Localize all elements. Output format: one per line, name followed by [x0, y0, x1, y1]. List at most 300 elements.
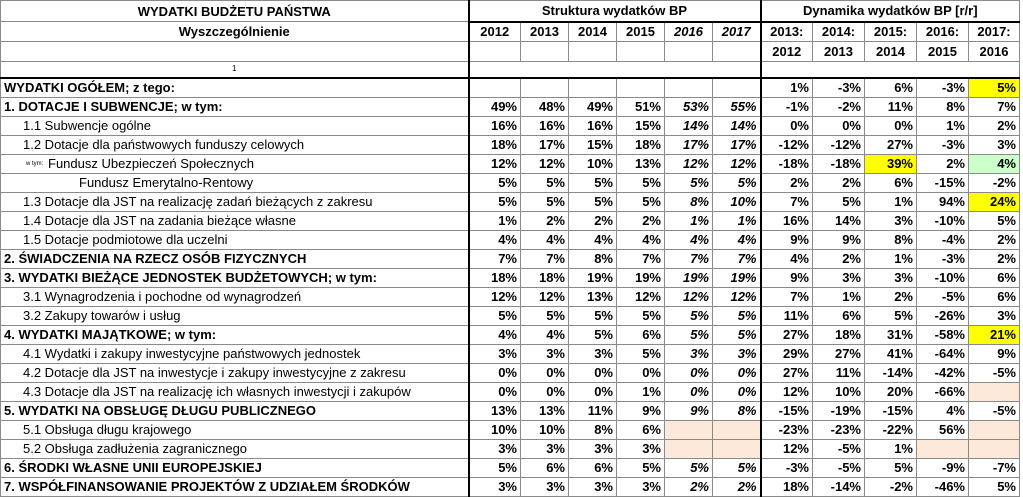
structure-value-2014: 4% — [569, 230, 617, 249]
dynamics-value: 5% — [969, 211, 1020, 230]
structure-value-2015: 2% — [617, 211, 665, 230]
structure-value-2012: 3% — [469, 344, 521, 363]
structure-value-2013: 7% — [521, 249, 569, 268]
table-row — [1, 211, 1020, 230]
structure-value-2017: 8% — [713, 401, 761, 420]
structure-value-2016: 3% — [665, 344, 713, 363]
dynamics-value — [969, 439, 1020, 458]
structure-value-2013: 4% — [521, 230, 569, 249]
dynamics-value: -2% — [969, 173, 1020, 192]
dynamics-value: 3% — [969, 135, 1020, 154]
structure-value-2015: 19% — [617, 268, 665, 287]
dynamics-value: 9% — [813, 230, 865, 249]
structure-value-2016: 8% — [665, 192, 713, 211]
structure-value-2015: 7% — [617, 249, 665, 268]
structure-value-2016: 17% — [665, 135, 713, 154]
structure-value-2016: 4% — [665, 230, 713, 249]
year-header: 2016 — [665, 22, 713, 42]
period-header-bottom: 2016 — [969, 42, 1020, 62]
structure-value-2013: 6% — [521, 458, 569, 477]
dynamics-value: -5% — [969, 363, 1020, 382]
structure-value-2014: 8% — [569, 420, 617, 439]
structure-value-2012: 12% — [469, 154, 521, 173]
period-header-bottom: 2015 — [917, 42, 969, 62]
dynamics-value: -7% — [969, 458, 1020, 477]
dynamics-value: 14% — [813, 211, 865, 230]
structure-value-2017: 1% — [713, 211, 761, 230]
period-header-top: 2013: — [761, 22, 813, 42]
dynamics-value: -3% — [917, 249, 969, 268]
dynamics-value: -18% — [813, 154, 865, 173]
row-prefix: w tym: — [26, 160, 44, 167]
structure-value-2014: 19% — [569, 268, 617, 287]
dynamics-value: -12% — [813, 135, 865, 154]
structure-value-2016: 0% — [665, 363, 713, 382]
dynamics-value: -14% — [865, 363, 917, 382]
dynamics-value: 9% — [761, 268, 813, 287]
row-label: 1.2 Dotacje dla państwowych funduszy celowych — [1, 135, 469, 154]
table-row — [1, 382, 1020, 401]
dynamics-value: 1% — [917, 116, 969, 135]
structure-value-2015: 51% — [617, 97, 665, 116]
structure-value-2013: 48% — [521, 97, 569, 116]
dynamics-value: 18% — [761, 477, 813, 496]
structure-value-2016: 2% — [665, 477, 713, 496]
blank-cell — [1, 42, 469, 62]
dynamics-value: 27% — [813, 344, 865, 363]
structure-value-2013: 5% — [521, 173, 569, 192]
structure-value-2013: 0% — [521, 382, 569, 401]
period-header-bottom: 2012 — [761, 42, 813, 62]
table-row — [1, 325, 1020, 344]
structure-value-2014: 10% — [569, 154, 617, 173]
structure-value-2014 — [569, 78, 617, 98]
structure-value-2012: 4% — [469, 325, 521, 344]
row-label: 3. WYDATKI BIEŻĄCE JEDNOSTEK BUDŻETOWYCH; w tym: — [1, 268, 469, 287]
dynamics-value: 24% — [969, 192, 1020, 211]
dynamics-value: 10% — [813, 382, 865, 401]
dynamics-value: -15% — [917, 173, 969, 192]
dynamics-value: -58% — [917, 325, 969, 344]
blank-cell — [665, 42, 713, 62]
dynamics-value: 11% — [865, 97, 917, 116]
structure-value-2016: 12% — [665, 154, 713, 173]
dynamics-group-header: Dynamika wydatków BP [r/r] — [761, 1, 1020, 22]
structure-value-2015: 3% — [617, 477, 665, 496]
period-header-top: 2017: — [969, 22, 1020, 42]
dynamics-value: 11% — [813, 363, 865, 382]
structure-value-2012: 0% — [469, 363, 521, 382]
table-row — [1, 192, 1020, 211]
structure-value-2014: 3% — [569, 439, 617, 458]
dynamics-value: 1% — [865, 192, 917, 211]
blank-cell — [617, 42, 665, 62]
table-row — [1, 287, 1020, 306]
structure-value-2016: 14% — [665, 116, 713, 135]
dynamics-value: 2% — [813, 173, 865, 192]
structure-value-2013: 12% — [521, 154, 569, 173]
dynamics-value: -23% — [813, 420, 865, 439]
structure-value-2015: 6% — [617, 420, 665, 439]
table-row — [1, 477, 1020, 496]
dynamics-value: 4% — [917, 401, 969, 420]
period-header-top: 2014: — [813, 22, 865, 42]
dynamics-value: -23% — [761, 420, 813, 439]
structure-value-2012: 10% — [469, 420, 521, 439]
structure-value-2013: 0% — [521, 363, 569, 382]
dynamics-value: 3% — [969, 306, 1020, 325]
structure-value-2017 — [713, 78, 761, 98]
dynamics-value: 41% — [865, 344, 917, 363]
dynamics-value: 29% — [761, 344, 813, 363]
structure-value-2014: 5% — [569, 306, 617, 325]
structure-value-2017: 12% — [713, 154, 761, 173]
structure-value-2017: 55% — [713, 97, 761, 116]
dynamics-value: -9% — [917, 458, 969, 477]
period-header-top: 2016: — [917, 22, 969, 42]
dynamics-value: -10% — [917, 268, 969, 287]
structure-value-2015: 5% — [617, 306, 665, 325]
dynamics-value: -15% — [761, 401, 813, 420]
structure-value-2015: 5% — [617, 344, 665, 363]
row-label: 1.1 Subwencje ogólne — [1, 116, 469, 135]
structure-value-2016 — [665, 439, 713, 458]
dynamics-value: 6% — [969, 268, 1020, 287]
structure-value-2012: 13% — [469, 401, 521, 420]
dynamics-value: 4% — [969, 154, 1020, 173]
structure-value-2015: 9% — [617, 401, 665, 420]
table-row — [1, 458, 1020, 477]
blank-cell — [469, 62, 761, 78]
structure-value-2013: 13% — [521, 401, 569, 420]
dynamics-value: 27% — [865, 135, 917, 154]
dynamics-value: -1% — [761, 97, 813, 116]
table-row — [1, 363, 1020, 382]
dynamics-value: 6% — [865, 173, 917, 192]
structure-value-2013: 2% — [521, 211, 569, 230]
dynamics-value — [969, 420, 1020, 439]
structure-value-2017: 12% — [713, 287, 761, 306]
structure-value-2017: 14% — [713, 116, 761, 135]
dynamics-value: 6% — [813, 306, 865, 325]
dynamics-value: 8% — [865, 230, 917, 249]
structure-value-2014: 5% — [569, 325, 617, 344]
structure-value-2012: 5% — [469, 458, 521, 477]
structure-value-2014: 3% — [569, 344, 617, 363]
dynamics-value: 5% — [865, 458, 917, 477]
structure-value-2015: 15% — [617, 116, 665, 135]
structure-value-2016: 9% — [665, 401, 713, 420]
dynamics-value: 2% — [969, 116, 1020, 135]
structure-value-2016: 5% — [665, 325, 713, 344]
row-label: 5.2 Obsługa zadłużenia zagranicznego — [1, 439, 469, 458]
structure-value-2017: 5% — [713, 325, 761, 344]
structure-value-2013: 17% — [521, 135, 569, 154]
structure-value-2013: 4% — [521, 325, 569, 344]
dynamics-value: -46% — [917, 477, 969, 496]
blank-cell — [521, 42, 569, 62]
row-label: 1.5 Dotacje podmiotowe dla uczelni — [1, 230, 469, 249]
dynamics-value: 7% — [761, 287, 813, 306]
structure-value-2016: 5% — [665, 306, 713, 325]
row-label: 5. WYDATKI NA OBSŁUGĘ DŁUGU PUBLICZNEGO — [1, 401, 469, 420]
structure-value-2013: 5% — [521, 306, 569, 325]
structure-value-2012: 18% — [469, 268, 521, 287]
dynamics-value: -3% — [761, 458, 813, 477]
structure-value-2014: 11% — [569, 401, 617, 420]
row-label — [1, 154, 469, 173]
dynamics-value: 2% — [969, 230, 1020, 249]
structure-value-2013: 18% — [521, 268, 569, 287]
row-label: 6. ŚRODKI WŁASNE UNII EUROPEJSKIEJ — [1, 458, 469, 477]
dynamics-value: -5% — [969, 401, 1020, 420]
dynamics-value: 3% — [865, 211, 917, 230]
dynamics-value: 18% — [813, 325, 865, 344]
dynamics-value: -14% — [813, 477, 865, 496]
structure-value-2012: 18% — [469, 135, 521, 154]
row-label: 4.1 Wydatki i zakupy inwestycyjne państwowych jednostek — [1, 344, 469, 363]
table-row — [1, 401, 1020, 420]
structure-value-2014: 13% — [569, 287, 617, 306]
structure-value-2015: 13% — [617, 154, 665, 173]
structure-value-2012: 0% — [469, 382, 521, 401]
structure-value-2013: 5% — [521, 192, 569, 211]
table-row — [1, 420, 1020, 439]
dynamics-value: 27% — [761, 325, 813, 344]
dynamics-value: -5% — [917, 287, 969, 306]
table-row — [1, 306, 1020, 325]
structure-value-2015: 18% — [617, 135, 665, 154]
dynamics-value: -2% — [813, 97, 865, 116]
structure-value-2016: 53% — [665, 97, 713, 116]
dynamics-value: 2% — [761, 173, 813, 192]
year-header: 2012 — [469, 22, 521, 42]
row-label: 3.1 Wynagrodzenia i pochodne od wynagrodzeń — [1, 287, 469, 306]
dynamics-value: 3% — [865, 268, 917, 287]
structure-value-2017: 3% — [713, 344, 761, 363]
structure-value-2016 — [665, 420, 713, 439]
structure-value-2015: 5% — [617, 458, 665, 477]
table-row — [1, 249, 1020, 268]
structure-value-2012: 49% — [469, 97, 521, 116]
structure-value-2013: 3% — [521, 439, 569, 458]
table-row — [1, 268, 1020, 287]
dynamics-value: 5% — [813, 192, 865, 211]
dynamics-value: -3% — [813, 78, 865, 98]
row-label: 2. ŚWIADCZENIA NA RZECZ OSÓB FIZYCZNYCH — [1, 249, 469, 268]
period-header-bottom: 2014 — [865, 42, 917, 62]
structure-value-2014: 0% — [569, 363, 617, 382]
dynamics-value — [917, 439, 969, 458]
table-row — [1, 230, 1020, 249]
dynamics-value: 9% — [969, 344, 1020, 363]
structure-value-2014: 2% — [569, 211, 617, 230]
dynamics-value: 9% — [761, 230, 813, 249]
structure-value-2016: 1% — [665, 211, 713, 230]
table-row — [1, 173, 1020, 192]
structure-value-2015: 5% — [617, 173, 665, 192]
dynamics-value: 5% — [865, 306, 917, 325]
structure-value-2015: 3% — [617, 439, 665, 458]
structure-value-2014: 15% — [569, 135, 617, 154]
dynamics-value: 12% — [761, 382, 813, 401]
structure-value-2015: 1% — [617, 382, 665, 401]
dynamics-value: -26% — [917, 306, 969, 325]
dynamics-value: 2% — [865, 287, 917, 306]
structure-value-2015 — [617, 78, 665, 98]
period-header-bottom: 2013 — [813, 42, 865, 62]
dynamics-value: 1% — [865, 439, 917, 458]
dynamics-value: 6% — [969, 287, 1020, 306]
structure-group-header: Struktura wydatków BP — [469, 1, 761, 22]
dynamics-value: -42% — [917, 363, 969, 382]
structure-value-2014: 8% — [569, 249, 617, 268]
dynamics-value: -5% — [813, 439, 865, 458]
year-header: 2013 — [521, 22, 569, 42]
dynamics-value: 0% — [813, 116, 865, 135]
column-number: 1 — [1, 62, 469, 78]
dynamics-value: 0% — [761, 116, 813, 135]
dynamics-value: 12% — [761, 439, 813, 458]
dynamics-value: 2% — [969, 249, 1020, 268]
row-label: 1.3 Dotacje dla JST na realizację zadań bieżących z zakresu — [1, 192, 469, 211]
row-label: 3.2 Zakupy towarów i usług — [1, 306, 469, 325]
structure-value-2014: 5% — [569, 173, 617, 192]
structure-value-2012: 16% — [469, 116, 521, 135]
structure-value-2017: 0% — [713, 363, 761, 382]
row-label-text: Fundusz Ubezpieczeń Społecznych — [48, 155, 254, 171]
structure-value-2012: 12% — [469, 287, 521, 306]
structure-value-2015: 12% — [617, 287, 665, 306]
table-row — [1, 154, 1020, 173]
dynamics-value: -19% — [813, 401, 865, 420]
structure-value-2013: 3% — [521, 477, 569, 496]
dynamics-value: 2% — [813, 249, 865, 268]
structure-value-2014: 3% — [569, 477, 617, 496]
dynamics-value: 7% — [969, 97, 1020, 116]
structure-value-2017: 2% — [713, 477, 761, 496]
structure-value-2017: 5% — [713, 173, 761, 192]
dynamics-value: 1% — [813, 287, 865, 306]
dynamics-value: 21% — [969, 325, 1020, 344]
row-label: 7. WSPÓŁFINANSOWANIE PROJEKTÓW Z UDZIAŁEM ŚRODKÓW — [1, 477, 469, 496]
structure-value-2017: 5% — [713, 458, 761, 477]
dynamics-value: 7% — [761, 192, 813, 211]
dynamics-value: -5% — [813, 458, 865, 477]
table-title: WYDATKI BUDŻETU PAŃSTWA — [1, 1, 469, 22]
structure-value-2014: 0% — [569, 382, 617, 401]
structure-value-2012: 7% — [469, 249, 521, 268]
period-header-top: 2015: — [865, 22, 917, 42]
structure-value-2012: 5% — [469, 173, 521, 192]
structure-value-2017: 10% — [713, 192, 761, 211]
table-row — [1, 439, 1020, 458]
dynamics-value: 11% — [761, 306, 813, 325]
row-label: 1. DOTACJE I SUBWENCJE; w tym: — [1, 97, 469, 116]
structure-value-2015: 6% — [617, 325, 665, 344]
blank-cell — [761, 62, 1020, 78]
structure-value-2017: 7% — [713, 249, 761, 268]
dynamics-value: 1% — [761, 78, 813, 98]
dynamics-value: -64% — [917, 344, 969, 363]
dynamics-value: 0% — [865, 116, 917, 135]
dynamics-value: 6% — [865, 78, 917, 98]
structure-value-2017: 19% — [713, 268, 761, 287]
structure-value-2017: 5% — [713, 306, 761, 325]
dynamics-value: 5% — [969, 477, 1020, 496]
structure-value-2012: 1% — [469, 211, 521, 230]
dynamics-value: 3% — [813, 268, 865, 287]
dynamics-value: 8% — [917, 97, 969, 116]
year-header: 2014 — [569, 22, 617, 42]
structure-value-2017 — [713, 420, 761, 439]
structure-value-2013 — [521, 78, 569, 98]
structure-value-2017: 17% — [713, 135, 761, 154]
structure-value-2013: 12% — [521, 287, 569, 306]
table-subtitle: Wyszczególnienie — [1, 22, 469, 42]
structure-value-2015: 0% — [617, 363, 665, 382]
structure-value-2012: 3% — [469, 439, 521, 458]
table-row — [1, 344, 1020, 363]
structure-value-2013: 16% — [521, 116, 569, 135]
structure-value-2012: 3% — [469, 477, 521, 496]
dynamics-value: 2% — [917, 154, 969, 173]
structure-value-2014: 16% — [569, 116, 617, 135]
structure-value-2016: 19% — [665, 268, 713, 287]
dynamics-value: 27% — [761, 363, 813, 382]
dynamics-value: -4% — [917, 230, 969, 249]
structure-value-2014: 5% — [569, 192, 617, 211]
dynamics-value: 16% — [761, 211, 813, 230]
structure-value-2012: 5% — [469, 306, 521, 325]
dynamics-value: -2% — [865, 477, 917, 496]
dynamics-value: -3% — [917, 135, 969, 154]
dynamics-value: -66% — [917, 382, 969, 401]
row-label: 5.1 Obsługa długu krajowego — [1, 420, 469, 439]
dynamics-value: 4% — [761, 249, 813, 268]
structure-value-2012: 5% — [469, 192, 521, 211]
dynamics-value: 20% — [865, 382, 917, 401]
dynamics-value: 94% — [917, 192, 969, 211]
structure-value-2015: 4% — [617, 230, 665, 249]
dynamics-value: 31% — [865, 325, 917, 344]
dynamics-value: -18% — [761, 154, 813, 173]
dynamics-value: -15% — [865, 401, 917, 420]
dynamics-value: -3% — [917, 78, 969, 98]
structure-value-2013: 3% — [521, 344, 569, 363]
structure-value-2017 — [713, 439, 761, 458]
structure-value-2013: 10% — [521, 420, 569, 439]
dynamics-value: 1% — [865, 249, 917, 268]
row-label: WYDATKI OGÓŁEM; z tego: — [1, 78, 469, 98]
row-label: 4.3 Dotacje dla JST na realizację ich własnych inwestycji i zakupów — [1, 382, 469, 401]
structure-value-2016: 5% — [665, 173, 713, 192]
dynamics-value: 5% — [969, 78, 1020, 98]
structure-value-2016: 0% — [665, 382, 713, 401]
dynamics-value: 39% — [865, 154, 917, 173]
structure-value-2016: 12% — [665, 287, 713, 306]
dynamics-value: -22% — [865, 420, 917, 439]
row-label: 1.4 Dotacje dla JST na zadania bieżące własne — [1, 211, 469, 230]
structure-value-2016 — [665, 78, 713, 98]
structure-value-2015: 5% — [617, 192, 665, 211]
row-label: 4. WYDATKI MAJĄTKOWE; w tym: — [1, 325, 469, 344]
structure-value-2012 — [469, 78, 521, 98]
structure-value-2012: 4% — [469, 230, 521, 249]
structure-value-2016: 7% — [665, 249, 713, 268]
table-row — [1, 97, 1020, 116]
blank-cell — [469, 42, 521, 62]
